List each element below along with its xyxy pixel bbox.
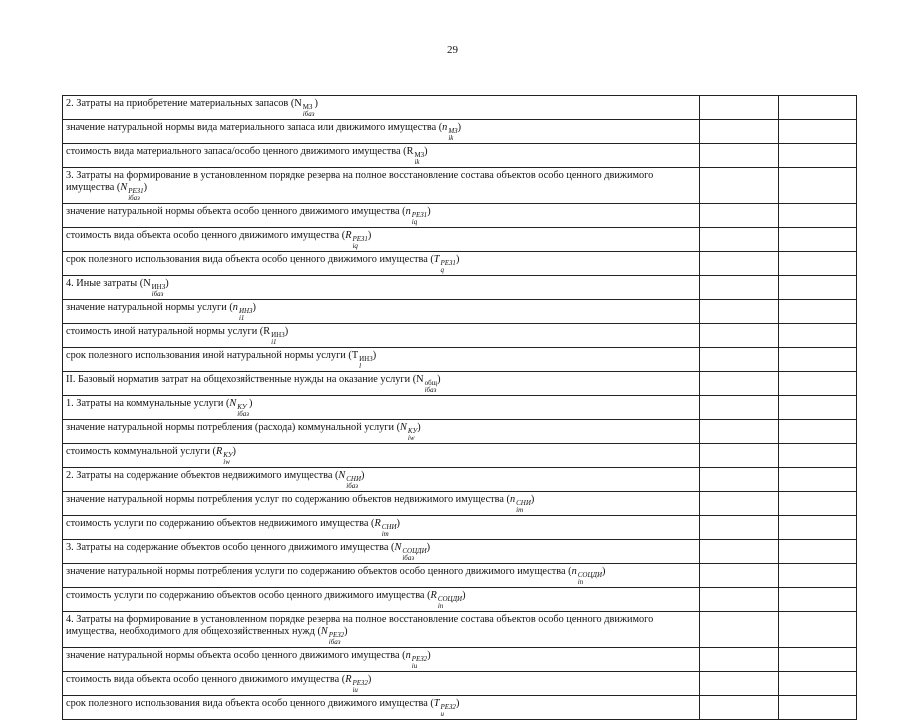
table-row	[63, 672, 857, 696]
row-text-closing: )	[143, 182, 148, 193]
symbol-base: R	[345, 230, 352, 241]
row-description	[63, 588, 700, 612]
row-text: значение натуральной нормы объекта особо ценного движимого имущества (	[66, 206, 406, 217]
table-row	[63, 120, 857, 144]
formula-symbol	[263, 326, 285, 346]
row-text-closing: )	[314, 98, 318, 109]
formula-symbol	[345, 674, 368, 694]
symbol-base: N	[400, 422, 407, 433]
empty-cell	[700, 672, 779, 696]
symbol-indices	[382, 524, 397, 538]
table-row	[63, 348, 857, 372]
empty-cell	[779, 204, 857, 228]
symbol-base: n	[509, 494, 516, 505]
row-text: стоимость вида объекта особо ценного движимого имущества (	[66, 230, 346, 241]
symbol-superscript: РЕЗ2	[440, 703, 456, 711]
symbol-base: R	[430, 590, 437, 601]
symbol-subscript: iбаз	[328, 638, 341, 646]
empty-cell	[779, 612, 857, 648]
empty-cell	[779, 648, 857, 672]
symbol-superscript: КУ	[407, 427, 418, 435]
table-row	[63, 168, 857, 204]
symbol-subscript: iq	[352, 242, 358, 250]
symbol-base: n	[405, 650, 411, 661]
symbol-base: T	[351, 350, 359, 361]
symbol-base: N	[320, 626, 328, 637]
symbol-indices	[402, 548, 426, 562]
symbol-base: T	[433, 254, 440, 265]
empty-cell	[779, 588, 857, 612]
symbol-superscript: СНИ	[381, 523, 397, 531]
symbol-base: N	[143, 278, 151, 289]
symbol-superscript: МЗ	[414, 151, 425, 159]
formula-symbol	[120, 182, 144, 202]
row-text-closing: )	[367, 230, 372, 241]
table-row	[63, 96, 857, 120]
empty-cell	[700, 252, 779, 276]
empty-cell	[700, 468, 779, 492]
empty-cell	[779, 252, 857, 276]
row-text: стоимость иной натуральной нормы услуги (	[66, 326, 264, 337]
row-text: значение натуральной нормы потребления услуги по содержанию объектов особо ценного движимого имущества (	[66, 566, 572, 577]
formula-symbol	[232, 302, 253, 322]
empty-cell	[700, 564, 779, 588]
symbol-indices	[438, 596, 462, 610]
symbol-base: n	[571, 566, 577, 577]
symbol-subscript: ik	[414, 158, 420, 166]
empty-cell	[779, 96, 857, 120]
formula-symbol	[571, 566, 603, 586]
empty-cell	[779, 348, 857, 372]
row-text-closing: )	[417, 422, 421, 433]
symbol-subscript: im	[516, 506, 524, 514]
symbol-superscript: КУ	[223, 451, 233, 459]
row-description	[63, 696, 700, 720]
row-description	[63, 168, 700, 204]
empty-cell	[779, 324, 857, 348]
symbol-subscript: iбаз	[302, 110, 315, 118]
formula-symbol	[374, 518, 397, 538]
empty-cell	[779, 468, 857, 492]
empty-cell	[700, 300, 779, 324]
symbol-indices	[414, 152, 424, 166]
table-row	[63, 516, 857, 540]
table-row	[63, 492, 857, 516]
symbol-superscript: ИНЗ	[238, 307, 253, 315]
formula-symbol	[320, 626, 345, 646]
formula-symbol	[294, 98, 315, 118]
row-text: срок полезного использования вида объекта особо ценного движимого имущества (	[66, 254, 434, 265]
symbol-indices	[346, 476, 361, 490]
symbol-superscript: РЕЗ2	[411, 655, 428, 663]
row-description	[63, 396, 700, 420]
symbol-superscript: СОЦДИ	[577, 571, 603, 579]
formula-symbol	[509, 494, 531, 514]
page-number: 29	[447, 44, 458, 56]
row-description	[63, 516, 700, 540]
empty-cell	[700, 324, 779, 348]
row-text-closing: )	[457, 122, 462, 133]
symbol-subscript: iбаз	[346, 482, 358, 490]
row-text: II. Базовый норматив затрат на общехозяйственные нужды на оказание услуги (	[66, 374, 417, 385]
row-text-closing: )	[602, 566, 606, 577]
symbol-indices	[516, 500, 531, 514]
row-text: 2. Затраты на содержание объектов недвижимого имущества (	[66, 470, 339, 481]
formula-symbol	[433, 254, 456, 274]
symbol-superscript: общ	[424, 379, 438, 387]
symbol-superscript: ИНЗ	[359, 355, 373, 363]
formula-symbol	[433, 698, 456, 718]
row-text-closing: )	[530, 494, 535, 505]
row-description	[63, 672, 700, 696]
row-description	[63, 120, 700, 144]
formula-symbol	[351, 350, 373, 370]
row-text: 3. Затраты на содержание объектов особо ценного движимого имущества (	[66, 542, 395, 553]
symbol-indices	[271, 332, 285, 346]
row-text: стоимость вида объекта особо ценного движимого имущества (	[66, 674, 346, 685]
empty-cell	[700, 372, 779, 396]
symbol-superscript: РЕЗ1	[352, 235, 368, 243]
table-row	[63, 228, 857, 252]
symbol-subscript: i1	[238, 314, 245, 322]
empty-cell	[779, 516, 857, 540]
symbol-subscript: in	[437, 602, 444, 610]
symbol-base: R	[406, 146, 414, 157]
row-description	[63, 96, 700, 120]
table-row	[63, 696, 857, 720]
symbol-base: R	[215, 446, 223, 457]
row-text-closing: )	[372, 350, 377, 361]
row-description	[63, 252, 700, 276]
row-description	[63, 204, 700, 228]
symbol-subscript: iбаз	[424, 386, 437, 394]
symbol-base: N	[120, 182, 128, 193]
symbol-indices	[223, 452, 232, 466]
table-row	[63, 204, 857, 228]
symbol-indices	[408, 428, 417, 442]
symbol-superscript: ИНЗ	[151, 283, 166, 291]
symbol-indices	[128, 188, 143, 202]
formula-symbol	[345, 230, 368, 250]
symbol-subscript: iu	[352, 686, 358, 694]
symbol-subscript: l	[359, 362, 362, 370]
row-description	[63, 276, 700, 300]
row-text: 3. Затраты на формирование в установленном порядке резерва на полное восстановление состава объектов особо ценного движимого имущества (	[66, 170, 654, 193]
symbol-superscript: КУ	[237, 403, 247, 411]
empty-cell	[700, 696, 779, 720]
symbol-indices	[352, 236, 367, 250]
empty-cell	[700, 204, 779, 228]
empty-cell	[779, 564, 857, 588]
row-description	[63, 228, 700, 252]
row-text: 2. Затраты на приобретение материальных запасов (	[66, 98, 295, 109]
row-text-closing: )	[455, 254, 460, 265]
cost-norms-table	[62, 95, 857, 720]
table-row	[63, 648, 857, 672]
symbol-subscript: q	[440, 266, 445, 274]
table-row	[63, 564, 857, 588]
symbol-indices	[425, 380, 437, 394]
empty-cell	[779, 540, 857, 564]
row-description	[63, 144, 700, 168]
row-text: значение натуральной нормы потребления услуг по содержанию объектов недвижимого имущества (	[66, 494, 510, 505]
row-description	[63, 612, 700, 648]
formula-symbol	[406, 146, 428, 166]
row-text-closing: )	[424, 146, 428, 157]
empty-cell	[779, 672, 857, 696]
row-text-closing: )	[249, 398, 253, 409]
row-text-closing: )	[344, 626, 348, 637]
symbol-indices	[329, 632, 344, 646]
empty-cell	[700, 396, 779, 420]
row-text-closing: )	[361, 470, 365, 481]
symbol-subscript: ik	[448, 134, 454, 142]
row-description	[63, 468, 700, 492]
empty-cell	[779, 492, 857, 516]
row-text: 4. Затраты на формирование в установленном порядке резерва на полное восстановление состава объектов особо ценного движимого имущества, необходимого для общехозяйственных нужд (	[66, 614, 654, 637]
symbol-indices	[239, 308, 253, 322]
formula-symbol	[394, 542, 427, 562]
symbol-subscript: in	[577, 578, 584, 586]
symbol-indices	[303, 104, 315, 118]
row-text-closing: )	[165, 278, 169, 289]
row-text-closing: )	[396, 518, 400, 529]
row-description	[63, 420, 700, 444]
empty-cell	[700, 96, 779, 120]
symbol-superscript: СНИ	[346, 475, 362, 483]
formula-symbol	[400, 422, 418, 442]
row-text: значение натуральной нормы вида материального запаса или движимого имущества (	[66, 122, 443, 133]
empty-cell	[700, 648, 779, 672]
symbol-subscript: iбаз	[402, 554, 415, 562]
symbol-base: n	[442, 122, 448, 133]
empty-cell	[700, 144, 779, 168]
symbol-indices	[578, 572, 602, 586]
row-description	[63, 300, 700, 324]
symbol-superscript: РЕЗ1	[440, 259, 456, 267]
symbol-base: N	[416, 374, 424, 385]
symbol-subscript: u	[440, 710, 445, 718]
empty-cell	[779, 120, 857, 144]
symbol-superscript: РЕЗ2	[352, 679, 368, 687]
empty-cell	[779, 372, 857, 396]
symbol-superscript: ИНЗ	[271, 331, 285, 339]
table-row	[63, 252, 857, 276]
empty-cell	[779, 444, 857, 468]
symbol-base: N	[338, 470, 346, 481]
symbol-superscript: РЕЗ1	[411, 211, 428, 219]
row-description	[63, 324, 700, 348]
row-text: значение натуральной нормы объекта особо ценного движимого имущества (	[66, 650, 406, 661]
symbol-superscript: СНИ	[516, 499, 531, 507]
empty-cell	[700, 612, 779, 648]
symbol-indices	[441, 260, 456, 274]
row-text-closing: )	[427, 650, 431, 661]
symbol-indices	[412, 212, 427, 226]
formula-symbol	[143, 278, 166, 298]
row-description	[63, 648, 700, 672]
symbol-subscript: iбаз	[128, 194, 140, 202]
row-text-closing: )	[437, 374, 441, 385]
symbol-superscript: СОЦДИ	[437, 595, 463, 603]
symbol-subscript: im	[381, 530, 389, 538]
formula-symbol	[430, 590, 466, 610]
table-row	[63, 144, 857, 168]
row-description	[63, 348, 700, 372]
table-row	[63, 420, 857, 444]
symbol-base: R	[263, 326, 271, 337]
symbol-subscript: iw	[407, 434, 415, 442]
symbol-subscript: iбаз	[151, 290, 164, 298]
table-row	[63, 588, 857, 612]
empty-cell	[700, 120, 779, 144]
row-text-closing: )	[252, 302, 256, 313]
formula-symbol	[442, 122, 458, 142]
symbol-base: N	[294, 98, 302, 109]
symbol-superscript: РЕЗ2	[328, 631, 345, 639]
row-text: стоимость вида материального запаса/особо ценного движимого имущества (	[66, 146, 407, 157]
empty-cell	[700, 276, 779, 300]
symbol-superscript: РЕЗ1	[128, 187, 144, 195]
empty-cell	[700, 228, 779, 252]
row-description	[63, 444, 700, 468]
formula-symbol	[229, 398, 249, 418]
empty-cell	[779, 420, 857, 444]
symbol-subscript: i1	[271, 338, 277, 346]
table-row	[63, 276, 857, 300]
symbol-indices	[352, 680, 367, 694]
table-row	[63, 300, 857, 324]
symbol-indices	[152, 284, 166, 298]
empty-cell	[700, 168, 779, 204]
empty-cell	[779, 396, 857, 420]
empty-cell	[700, 540, 779, 564]
row-text-closing: )	[426, 542, 431, 553]
symbol-indices	[237, 404, 249, 418]
empty-cell	[779, 144, 857, 168]
row-text: стоимость услуги по содержанию объектов недвижимого имущества (	[66, 518, 375, 529]
symbol-subscript: iq	[411, 218, 418, 226]
row-text: значение натуральной нормы потребления (расхода) коммунальной услуги (	[66, 422, 401, 433]
symbol-base: R	[345, 674, 352, 685]
symbol-superscript: МЗ	[302, 103, 313, 111]
symbol-base: N	[229, 398, 237, 409]
row-description	[63, 372, 700, 396]
table-row	[63, 396, 857, 420]
row-description	[63, 492, 700, 516]
empty-cell	[700, 348, 779, 372]
row-text: срок полезного использования вида объекта особо ценного движимого имущества (	[66, 698, 434, 709]
row-text-closing: )	[232, 446, 236, 457]
row-text: срок полезного использования иной натуральной нормы услуги (	[66, 350, 352, 361]
table-row	[63, 540, 857, 564]
row-text: стоимость услуги по содержанию объектов особо ценного движимого имущества (	[66, 590, 431, 601]
symbol-base: R	[374, 518, 381, 529]
empty-cell	[779, 168, 857, 204]
row-text: 4. Иные затраты (	[66, 278, 144, 289]
symbol-superscript: СОЦДИ	[402, 547, 427, 555]
symbol-base: n	[232, 302, 238, 313]
empty-cell	[700, 516, 779, 540]
table-row	[63, 612, 857, 648]
formula-symbol	[215, 446, 233, 466]
formula-symbol	[405, 206, 431, 226]
empty-cell	[779, 696, 857, 720]
empty-cell	[700, 492, 779, 516]
row-text-closing: )	[284, 326, 289, 337]
formula-symbol	[405, 650, 431, 670]
empty-cell	[779, 276, 857, 300]
row-text: 1. Затраты на коммунальные услуги (	[66, 398, 230, 409]
table-row	[63, 468, 857, 492]
row-text: стоимость коммунальной услуги (	[66, 446, 216, 457]
row-text-closing: )	[367, 674, 372, 685]
formula-symbol	[338, 470, 362, 490]
symbol-superscript: МЗ	[448, 127, 458, 135]
table-row	[63, 324, 857, 348]
row-description	[63, 540, 700, 564]
symbol-indices	[412, 656, 427, 670]
symbol-subscript: iбаз	[237, 410, 249, 418]
symbol-indices	[448, 128, 457, 142]
row-text-closing: )	[455, 698, 460, 709]
empty-cell	[779, 300, 857, 324]
formula-symbol	[416, 374, 438, 394]
symbol-base: T	[433, 698, 440, 709]
row-text-closing: )	[427, 206, 431, 217]
symbol-subscript: iu	[411, 662, 418, 670]
symbol-indices	[441, 704, 456, 718]
empty-cell	[700, 444, 779, 468]
symbol-base: N	[394, 542, 402, 553]
empty-cell	[779, 228, 857, 252]
row-text: значение натуральной нормы услуги (	[66, 302, 233, 313]
symbol-subscript: iw	[223, 458, 230, 466]
empty-cell	[700, 588, 779, 612]
symbol-indices	[359, 356, 373, 370]
table-body	[63, 96, 857, 720]
symbol-base: n	[405, 206, 411, 217]
table-row	[63, 444, 857, 468]
table-row	[63, 372, 857, 396]
row-text-closing: )	[462, 590, 466, 601]
empty-cell	[700, 420, 779, 444]
row-description	[63, 564, 700, 588]
